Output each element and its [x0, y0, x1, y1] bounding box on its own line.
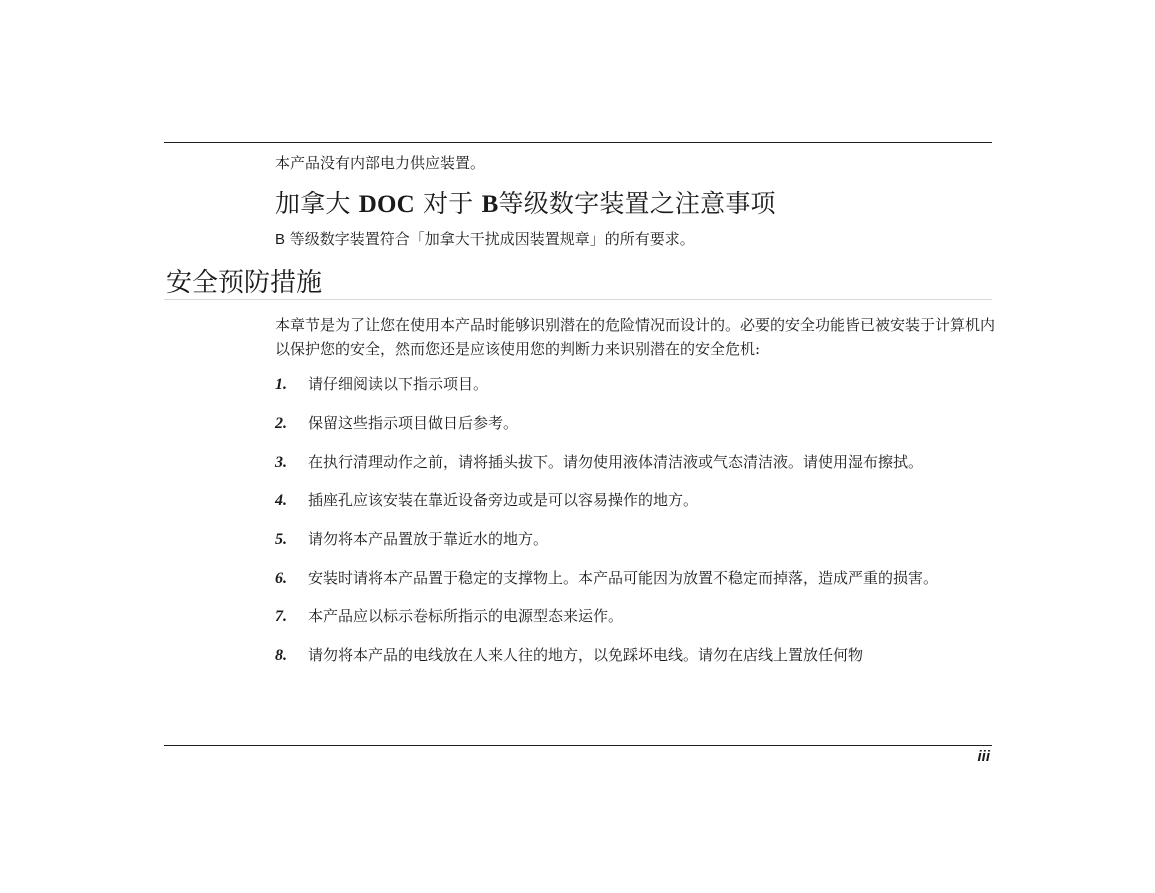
doc-heading-doc: DOC — [358, 191, 415, 218]
doc-notice-heading — [275, 184, 776, 220]
list-item-number: 5. — [275, 531, 287, 548]
list-item-text: 请勿将本产品的电线放在人来人往的地方，以免踩坏电线。请勿在店线上置放任何物 — [308, 646, 864, 664]
safety-list-item — [275, 373, 995, 396]
header-rule — [164, 142, 992, 143]
doc-heading-b: B — [481, 191, 499, 218]
list-item-number: 6. — [275, 570, 287, 587]
list-item-number: 2. — [275, 415, 287, 432]
list-item-text: 请仔细阅读以下指示项目。 — [308, 375, 489, 393]
list-item-number: 7. — [275, 608, 287, 625]
footer-rule — [164, 745, 992, 746]
list-item-number: 3. — [275, 454, 287, 471]
doc-heading-suffix: 等级数字装置之注意事项 — [498, 189, 776, 218]
safety-list-item — [275, 451, 995, 474]
list-item-text: 保留这些指示项目做日后参考。 — [308, 414, 519, 432]
page-number: iii — [977, 748, 990, 765]
safety-paragraph: 本章节是为了让您在使用本产品时能够识别潜在的危险情况而设计的。必要的安全功能皆已被安装于计算机内以保护您的安全，然而您还是应该使用您的判断力来识别潜在的安全危机: — [275, 316, 996, 358]
safety-list-item — [275, 605, 995, 628]
list-item-text: 安装时请将本产品置于稳定的支撑物上。本产品可能因为放置不稳定而掉落，造成严重的损害。 — [308, 569, 939, 587]
list-item-text: 在执行清理动作之前，请将插头拔下。请勿使用液体清洁液或气态清洁液。请使用湿布擦拭。 — [308, 453, 924, 471]
safety-heading-rule — [164, 299, 992, 300]
doc-note-b: B — [275, 231, 286, 248]
doc-notice-text — [275, 228, 695, 249]
doc-note-text: 等级数字装置符合「加拿大干扰成因装置规章」的所有要求。 — [289, 230, 695, 248]
intro-text: 本产品没有内部电力供应装置。 — [275, 154, 486, 172]
doc-heading-middle: 对于 — [423, 189, 474, 218]
safety-heading: 安全预防措施 — [166, 268, 323, 298]
list-item-text: 插座孔应该安装在靠近设备旁边或是可以容易操作的地方。 — [308, 491, 699, 509]
safety-list-item — [275, 644, 995, 667]
list-item-text: 请勿将本产品置放于靠近水的地方。 — [308, 530, 549, 548]
list-item-number: 8. — [275, 647, 287, 664]
safety-list-item — [275, 412, 995, 435]
list-item-number: 4. — [275, 492, 287, 509]
safety-list-item — [275, 489, 995, 512]
doc-heading-prefix: 加拿大 — [275, 189, 351, 218]
list-item-number: 1. — [275, 376, 287, 393]
safety-list — [275, 373, 995, 667]
safety-list-item — [275, 528, 995, 551]
list-item-text: 本产品应以标示卷标所指示的电源型态来运作。 — [308, 607, 624, 625]
safety-list-item — [275, 567, 995, 590]
